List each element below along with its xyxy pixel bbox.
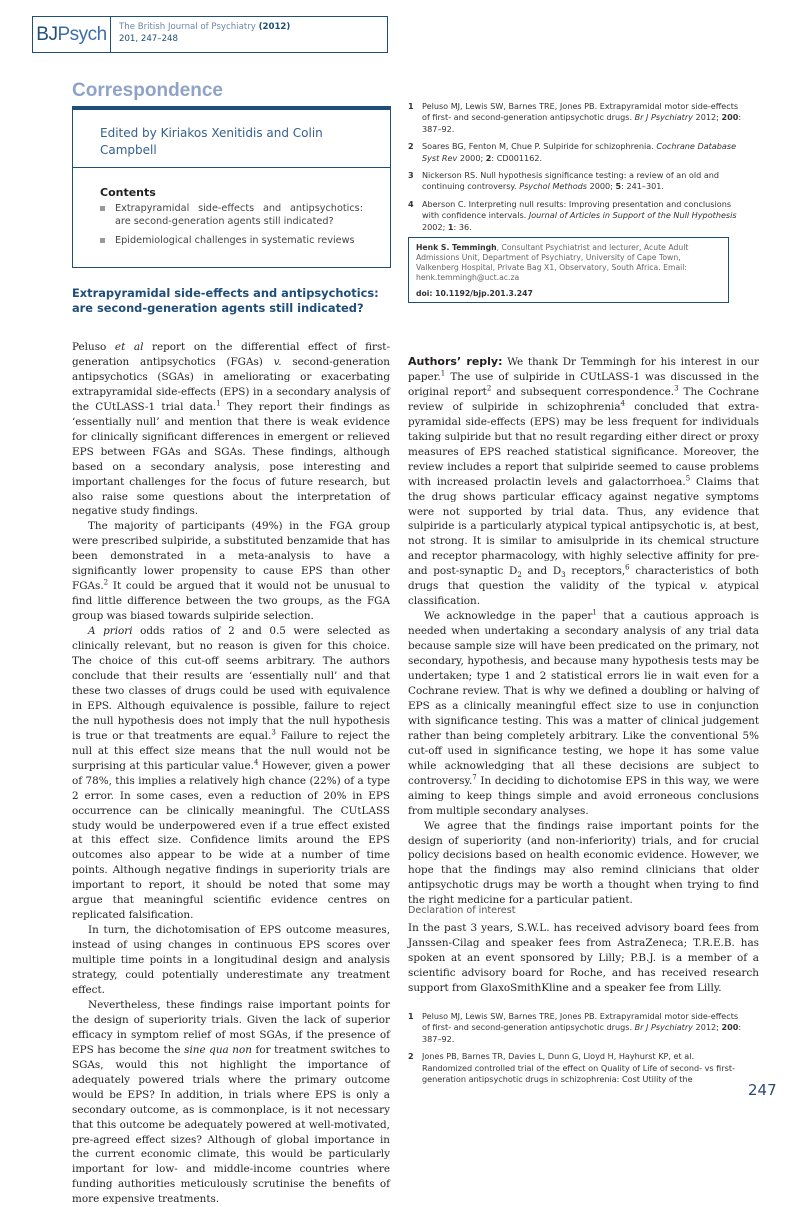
text-run: Claims that the drug shows particular efficacy against negative symptoms were not supported by trial data. Thus, any evidence that sulpiride is a particularly atypical typical antipsychotic is, at best, not strong. It is similar to amisulpride in its chemical structure and receptor pharmacology, with highly selective affinity for pre- and post-synaptic D (408, 475, 760, 578)
reference-text (422, 101, 743, 135)
text-run: Peluso MJ, Lewis SW, Barnes TRE, Jones PB. Extrapyramidal motor side-effects of first- and second-generation antipsychotic drugs. (422, 1011, 739, 1033)
logo-part-bj: BJ (36, 23, 58, 45)
text-run: Peluso (72, 341, 115, 353)
doi-link[interactable]: doi: 10.1192/bjp.201.3.247 (416, 289, 533, 298)
paragraph (72, 624, 390, 923)
reference-text (422, 199, 743, 233)
reference-number: 3 (408, 170, 414, 181)
italic-run: Br J Psychiatry (634, 112, 693, 123)
contents-item-label: Extrapyramidal side-effects and antipsychotics: are second-generation agents still indicated? (115, 203, 363, 227)
reply-references (408, 1011, 743, 1091)
reference-item (408, 199, 743, 233)
text-run: that a cautious approach is needed when undertaking a secondary analysis of any trial data because sample size will have been predicated on the primary, not secondary, hypothesis, and because many hypothesis tests may be undertaken; type 1 and 2 statistical errors lie in wait even for a Cochrane review. That is why we defined a doubling or halving of EPS as a clinically meaningful effect size to use in conjunction with significance testing. This was a matter of clinical judgement rather than being completely arbitrary. Like the conventional 5% cut-off used in significance testing, we hope it has some value while acknowledging that all these decisions are subject to controversy. (408, 610, 759, 787)
subscript: 2 (517, 571, 522, 580)
paragraph (408, 355, 759, 609)
italic-run: et al (114, 341, 144, 353)
text-run: : CD001162. (491, 152, 543, 163)
reference-number: 1 (408, 1011, 414, 1021)
text-run: for treatment switches to SGAs, would this not highlight the importance of adequately powered trials where the primary outcome would be EPS? In addition, in trials where EPS is only a secondary outcome, as is commonplace, is it not necessary that this outcome be adequately powered at well-motivated, pre-agreed effect sizes? Although of global importance in the current economic climate, this would be particularly important for low- and middle-income countries where funding authorities meticulously scrutinise the benefits of more expensive treatments. (72, 1043, 390, 1206)
contents-item[interactable] (100, 202, 363, 228)
text-run: Jones PB, Barnes TR, Davies L, Dunn G, Lloyd H, Hayhurst KP, et al. Randomized controlled trial of the effect on Quality of Life of second- vs first-generation antipsychotic drugs in schizophrenia: Cost Utility of the (422, 1051, 735, 1085)
journal-name: The British Journal of Psychiatry (119, 22, 256, 32)
text-run: report on the differential effect of first-generation antipsychotics (FGAs) (72, 341, 390, 368)
text-run: We acknowledge in the paper (424, 610, 593, 623)
bold-run: 200 (721, 112, 739, 123)
text-run: The Cochrane review of sulpiride in schizophrenia (408, 385, 759, 413)
text-run: : 387–92. (422, 1022, 742, 1044)
text-run: The majority of participants (49%) in the FGA group were prescribed sulpiride, a substituted benzamide that has been demonstrated in a meta-analysis to have a significantly lower propensity to cause EPS than other FGAs. (72, 520, 390, 593)
text-run: In deciding to dichotomise EPS in this way, we were aiming to keep things simple and avoid erroneous conclusions from multiple secondary analyses. (408, 774, 759, 817)
text-run: second-generation antipsychotics (SGAs) in ameliorating or exacerbating extrapyramidal side-effects (EPS) in a secondary analysis of the CUtLASS-1 trial data. (72, 355, 390, 413)
citation-superscript: 3 (674, 384, 679, 393)
italic-run: Cochrane Database Syst Rev (422, 141, 737, 163)
bold-run: Authors’ reply: (408, 355, 503, 368)
letter-heading: Extrapyramidal side-effects and antipsychotics: are second-generation agents still indicated? (72, 286, 379, 315)
text-run: odds ratios of 2 and 0.5 were selected as clinically relevant, but no reason is given for this choice. The choice of this cut-off seems arbitrary. The authors conclude that their results are ‘essentially null’ and that these two classes of drugs could be used with equivalence in EPS. Although equivalence is possible, failure to reject the null hypothesis does not imply that the null hypothesis is true or that treatments are equal. (72, 625, 391, 742)
text-run: and subsequent correspondence. (491, 385, 675, 398)
text-run: : 387–92. (422, 112, 742, 134)
paragraph (72, 519, 390, 624)
text-run: 2000; (587, 181, 616, 192)
reference-item (408, 1051, 743, 1085)
text-run: and D (521, 565, 562, 578)
citation-superscript: 4 (253, 758, 259, 767)
reference-item (408, 141, 743, 164)
letter-references (408, 101, 743, 239)
text-run: The use of sulpiride in CUtLASS-1 was discussed in the original report (408, 370, 759, 398)
italic-run: A priori (88, 625, 133, 638)
italic-run: Psychol Methods (519, 181, 588, 192)
declaration-text: In the past 3 years, S.W.L. has received advisory board fees from Janssen-Cilag and speaker fees from AstraZeneca; T.R.E.B. has spoken at an event sponsored by Lilly; P.B.J. is a member of a scientific advisory board for Roche, and has received research support from GlaxoSmithKline and a speaker fee from Lilly. (408, 922, 759, 994)
author-name: Henk S. Temmingh (416, 243, 497, 252)
text-run: 2000; (457, 152, 486, 163)
bullet-square-icon (100, 238, 105, 243)
citation-superscript: 1 (592, 608, 597, 617)
citation-superscript: 1 (216, 399, 221, 408)
editors-credit: Edited by Kiriakos Xenitidis and Colin Campbell (73, 110, 390, 168)
italic-run: v. (699, 580, 708, 593)
reference-number: 2 (408, 1051, 414, 1062)
logo-part-psych: Psych (57, 23, 107, 45)
text-run: concluded that extra-pyramidal side-effects (EPS) may be less frequent for individuals taking sulpiride but that no result regarding either direct or proxy measures of EPS reached statistical significance. Moreover, the review includes a report that sulpiride seemed to cause problems with increased prolactin levels and galactorrhoea. (408, 400, 759, 488)
letter-body (72, 340, 390, 1207)
italic-run: sine qua non (184, 1043, 252, 1056)
citation-superscript: 2 (103, 578, 109, 587)
citation-superscript: 5 (685, 474, 691, 483)
page-number: 247 (748, 1081, 777, 1099)
journal-header (32, 16, 388, 53)
text-run: : 36. (453, 221, 472, 232)
bold-run: 1 (447, 221, 454, 232)
bullet-square-icon (100, 206, 105, 211)
italic-run: Journal of Articles in Support of the Null Hypothesis (528, 210, 737, 221)
citation-superscript: 7 (472, 773, 477, 782)
reference-item (408, 170, 743, 193)
subscript: 3 (561, 571, 566, 580)
journal-volume: 201, 247–248 (119, 34, 178, 44)
author-affiliation-box (408, 237, 729, 303)
text-run: Peluso MJ, Lewis SW, Barnes TRE, Jones PB. Extrapyramidal motor side-effects of first- and second-generation antipsychotic drugs. (422, 101, 739, 123)
bold-run: 200 (721, 1022, 739, 1033)
reference-text (422, 141, 743, 164)
paragraph (408, 819, 759, 909)
reference-text (422, 1051, 743, 1085)
text-run: They report their findings as ‘essentially null’ and mention that there is weak evidence for clinically significant differences in emergent or relieved EPS between FGAs and SGAs. These findings, although based on a secondary analysis, pose interesting and important challenges for the focus of future research, but also raise some questions about the interpretation of negative study findings. (72, 400, 390, 518)
italic-run: Br J Psychiatry (634, 1022, 693, 1033)
text-run: Aberson C. Interpreting null results: Improving presentation and conclusions with confidence intervals. (422, 198, 732, 221)
citation-superscript: 3 (271, 728, 276, 737)
bold-run: 5 (615, 181, 622, 192)
paragraph (408, 609, 759, 818)
text-run: Failure to reject the null at this effect size means that the null would not be surprising at this particular value. (72, 729, 391, 772)
text-run: receptors, (565, 565, 626, 578)
text-run: atypical classification. (408, 580, 760, 608)
text-run: 2012; (692, 112, 722, 123)
reference-item (408, 1011, 743, 1045)
text-run: In turn, the dichotomisation of EPS outcome measures, instead of using changes in continuous EPS scores over multiple time points in a longitudinal design and analysis strategy, could potentially underestimate any treatment effect. (72, 924, 390, 996)
reference-item (408, 101, 743, 135)
text-run: characteristics of both drugs that question the validity of the typical (408, 565, 760, 593)
text-run: It could be argued that it would not be unusual to find little difference between the two groups, as the FGA group was biased towards sulpiride selection. (72, 580, 390, 623)
reference-text (422, 170, 743, 193)
text-run: 2002; (422, 221, 448, 232)
text-run: We agree that the findings raise important points for the design of superiority (and non-inferiority) trials, and for crucial policy decisions based on health economic evidence. However, we hope that the findings may also remind clinicians that older antipsychotic drugs may be worth a thought when trying to find the right medicine for a particular patient. (408, 819, 759, 907)
citation-superscript: 6 (625, 563, 630, 572)
authors-reply-body (408, 355, 759, 908)
text-run: We thank Dr Temmingh for his interest in our paper. (408, 356, 759, 383)
journal-year: (2012) (258, 22, 291, 32)
citation-superscript: 1 (440, 369, 446, 378)
text-run: However, given a power of 78%, this implies a relatively high chance (22%) of a type 2 error. In some cases, even a reduction of 20% in EPS occurrence can be clinically meaningful. The CUtLASS study would be underpowered even if a true effect existed at this effect size. Confidence limits around the EPS outcomes also appear to be wide at a number of time points. Although negative findings in superiority trials are important to report, it should be noted that some may argue that meaningful scientific evidence centres on replicated falsification. (72, 759, 390, 922)
text-run: Nevertheless, these findings raise important points for the design of superiority trials. Given the lack of superior efficacy in symptom relief of most SGAs, if the presence of EPS has become the (72, 998, 390, 1056)
text-run: : 241–301. (621, 181, 664, 192)
contents-list (73, 168, 390, 247)
section-title: Correspondence (72, 80, 223, 101)
reference-text (422, 1011, 743, 1045)
reference-number: 4 (408, 198, 414, 209)
paragraph (72, 340, 390, 519)
paragraph (72, 923, 390, 998)
contents-title: Contents (100, 186, 156, 199)
bjpsych-logo (33, 17, 111, 52)
citation-superscript: 4 (620, 399, 626, 408)
bold-run: 2 (485, 152, 492, 163)
reference-number: 2 (408, 141, 414, 152)
text-run: Nickerson RS. Null hypothesis significance testing: a review of an old and continuing controversy. (422, 170, 720, 192)
paragraph (72, 998, 390, 1207)
citation-superscript: 2 (486, 384, 492, 393)
journal-info (111, 17, 298, 52)
italic-run: v. (273, 355, 282, 368)
text-run: 2012; (692, 1022, 722, 1033)
reference-number: 1 (408, 101, 414, 111)
author-affiliation: , Consultant Psychiatrist and lecturer, Acute Adult Admissions Unit, Department of Psychiatry, University of Cape Town, Valkenberg Hospital, Private Bag X1, Observatory, South Africa. Email: henk.temmingh@uct.ac.za (416, 243, 689, 282)
contents-item[interactable] (100, 234, 363, 247)
editors-contents-box (72, 106, 391, 268)
declaration-heading: Declaration of interest (408, 905, 516, 916)
text-run: Soares BG, Fenton M, Chue P. Sulpiride for schizophrenia. (422, 141, 657, 152)
contents-item-label: Epidemiological challenges in systematic reviews (115, 235, 355, 246)
